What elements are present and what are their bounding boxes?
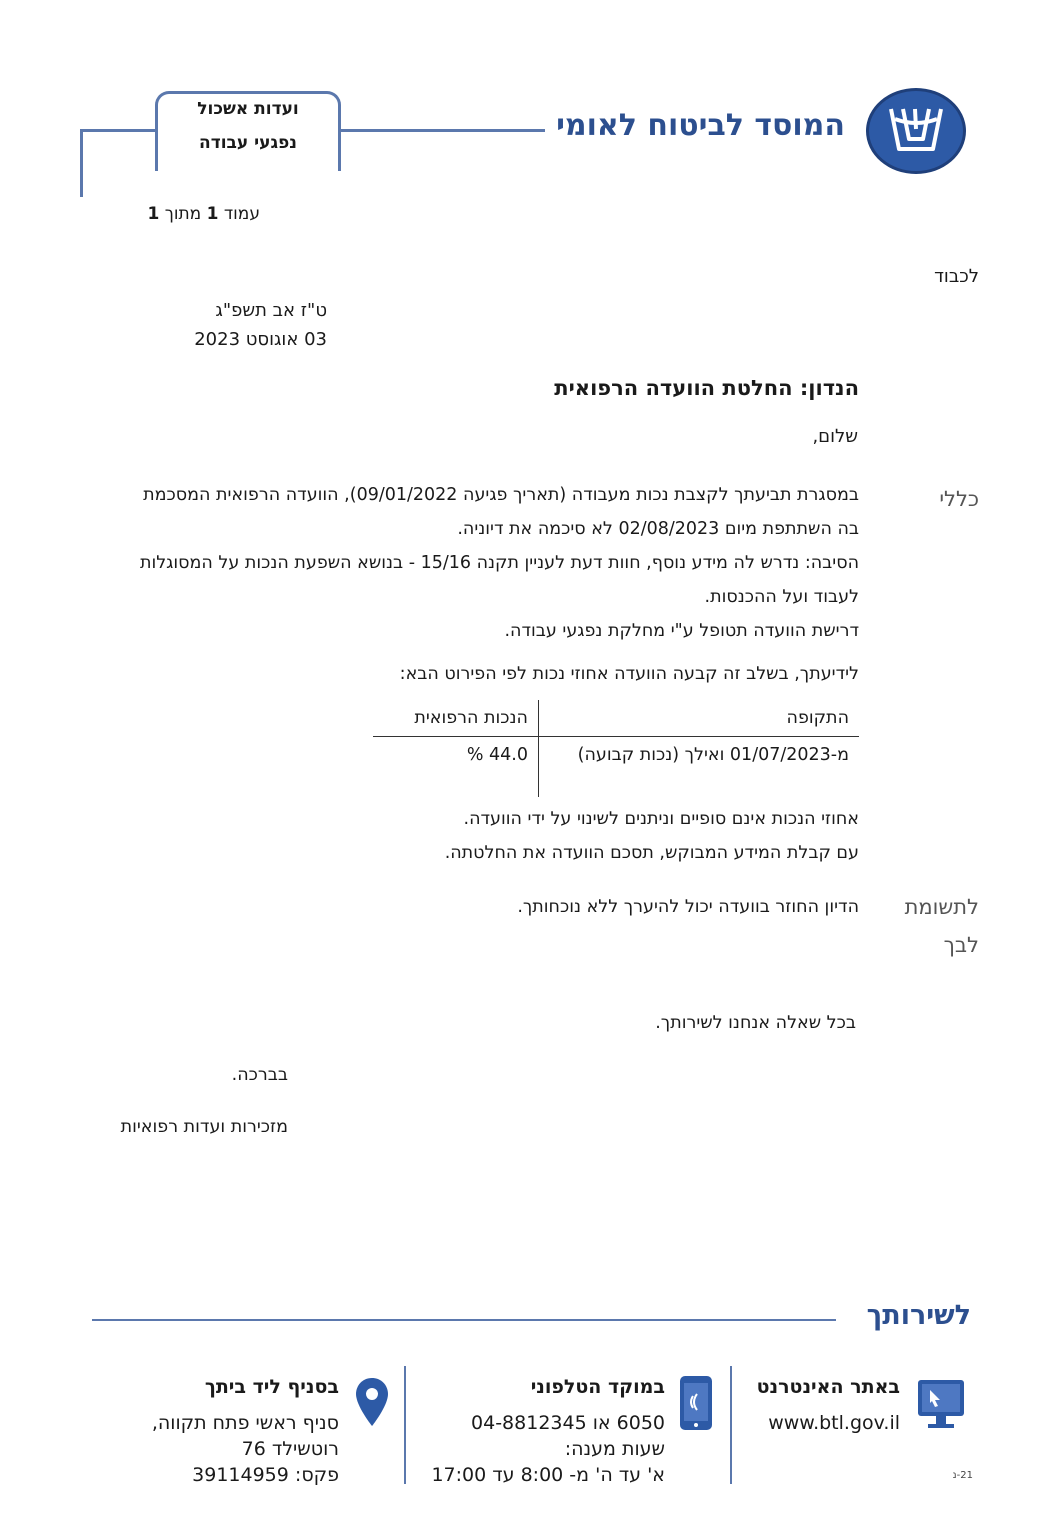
greeting: שלום, <box>812 426 858 447</box>
header-divider-left <box>82 129 158 132</box>
unit-title <box>158 92 338 160</box>
page-number <box>148 204 261 224</box>
unit-title-line1: ועדות אשכול <box>197 99 299 119</box>
general-paragraph-1: במסגרת תביעתך לקצבת נכות מעבודה (תאריך פגיעה 09/01/2022), הוועדה הרפואית המסכמת בה השתתפת מיום 02/08/2023 לא סיכמה את דיוניה. <box>143 485 859 539</box>
footer-separator-2 <box>404 1366 406 1484</box>
general-paragraph-6: עם קבלת המידע המבוקש, תסכם הוועדה את החלטתה. <box>444 843 859 863</box>
branch-heading: בסניף ליד ביתך <box>204 1376 339 1398</box>
table-header-row <box>373 700 859 737</box>
page-current: 1 <box>206 204 219 224</box>
table-header-disability: הנכות הרפואית <box>373 700 539 737</box>
table-row <box>373 737 859 774</box>
page-total: 1 <box>147 204 160 224</box>
internet-heading: באתר האינטרנט <box>756 1376 900 1398</box>
branch-fax: פקס: 39114959 <box>192 1464 339 1486</box>
org-name: המוסד לביטוח לאומי <box>556 108 845 143</box>
footer-separator-1 <box>730 1366 732 1484</box>
recipient: לכבוד <box>934 266 979 287</box>
subject-line: הנדון: החלטת הוועדה הרפואית <box>554 376 859 400</box>
date-gregorian: 03 אוגוסט 2023 <box>194 329 327 350</box>
closing: בברכה. <box>231 1065 288 1085</box>
branch-line-2: רוטשילד 76 <box>241 1438 339 1460</box>
page-of: מתוך <box>164 204 202 224</box>
phone-numbers: 6050 או 04-8812345 <box>471 1412 665 1434</box>
phone-hours: א' עד ה' מ- 8:00 עד 17:00 <box>431 1464 665 1486</box>
general-paragraph-5: אחוזי הנכות אינם סופיים וניתנים לשינוי על ידי הוועדה. <box>463 809 859 829</box>
footer-title: לשירותך <box>866 1300 971 1331</box>
header-divider <box>340 129 545 132</box>
attention-text: הדיון החוזר בוועדה יכול להיערך ללא נוכחותך. <box>517 897 859 917</box>
page-label: עמוד <box>223 204 260 224</box>
btl-logo <box>866 88 966 174</box>
table-cell-disability: 44.0 % <box>373 737 539 774</box>
disability-table <box>373 700 859 797</box>
phone-heading: במוקד הטלפוני <box>530 1376 665 1398</box>
date-hebrew: ט"ז אב תשפ"ג <box>215 300 327 321</box>
general-paragraph-4: לידיעתך, בשלב זה קבעה הוועדה אחוזי נכות לפי הפירוט הבא: <box>399 664 859 684</box>
signature: מזכירות ועדות רפואיות <box>120 1117 288 1137</box>
footer-divider <box>92 1319 836 1321</box>
section-label-general: כללי <box>939 487 979 511</box>
branch-line-1: סניף ראשי פתח תקווה, <box>151 1412 339 1434</box>
form-code: 21-נ <box>952 1470 973 1481</box>
monitor-icon <box>916 1378 966 1436</box>
table-header-period: התקופה <box>786 708 849 728</box>
website-link[interactable]: www.btl.gov.il <box>768 1412 900 1434</box>
btl-emblem-icon <box>869 91 963 171</box>
service-line: בכל שאלה אנחנו לשירותך. <box>655 1013 856 1033</box>
location-pin-icon <box>354 1376 390 1432</box>
table-cell-period: מ-01/07/2023 ואילך (נכות קבועה) <box>539 737 860 774</box>
phone-icon <box>678 1374 714 1436</box>
letter-date <box>194 296 327 354</box>
table-spacer-row <box>373 773 859 797</box>
header-divider-vertical <box>80 129 83 197</box>
section-label-attention: לתשומת לבך <box>904 895 979 957</box>
general-paragraph-3: דרישת הוועדה תטופל ע"י מחלקת נפגעי עבודה. <box>504 621 859 641</box>
phone-hours-label: שעות מענה: <box>564 1438 665 1460</box>
general-paragraph-2: הסיבה: נדרש לה מידע נוסף, חוות דעת לעניין תקנה 15/16 - בנושא השפעת הנכות על המסוגלות לעבוד ועל ההכנסות. <box>139 553 859 607</box>
unit-title-line2: נפגעי עבודה <box>199 133 297 153</box>
